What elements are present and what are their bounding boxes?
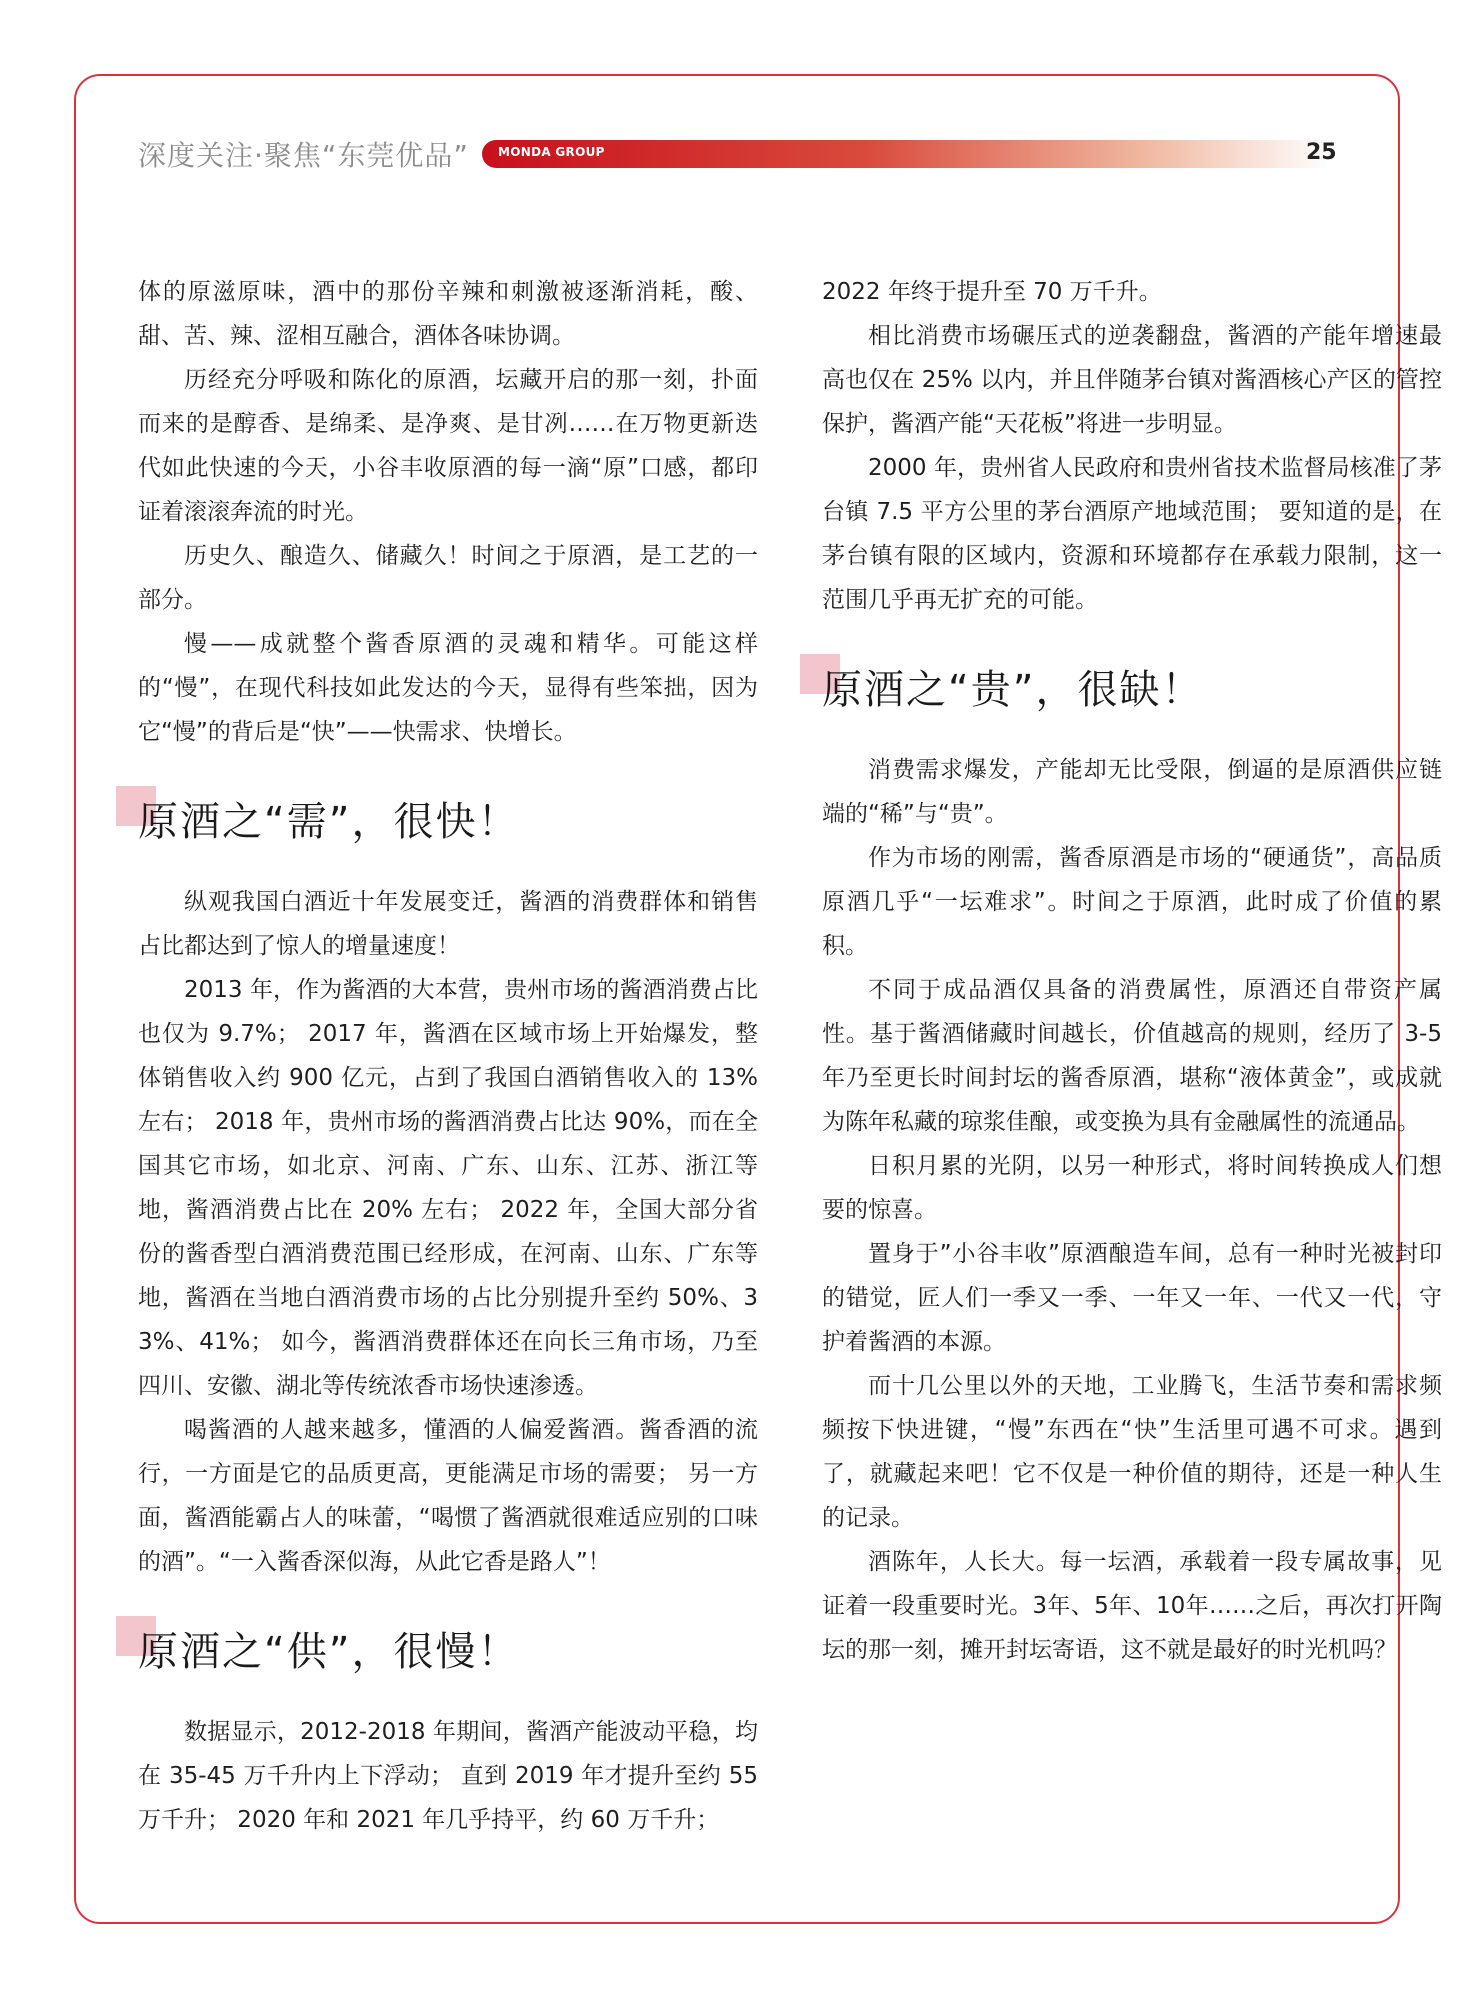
paragraph: 置身于”小谷丰收”原酒酿造车间，总有一种时光被封印的错觉，匠人们一季又一季、一年又一年、一代又一代，守护着酱酒的本源。 bbox=[822, 1241, 1442, 1355]
paragraph: 历经充分呼吸和陈化的原酒，坛藏开启的那一刻，扑面而来的是醇香、是绵柔、是净爽、是甘冽……在万物更新迭代如此快速的今天，小谷丰收原酒的每一滴“原”口感，都印证着滚滚奔流的时光。 bbox=[138, 367, 758, 525]
paragraph: 而十几公里以外的天地，工业腾飞，生活节奏和需求频频按下快进键，“慢”东西在“快”生活里可遇不可求。遇到了，就藏起来吧！它不仅是一种价值的期待，还是一种人生的记录。 bbox=[822, 1373, 1442, 1531]
paragraph: 2022 年终于提升至 70 万千升。 bbox=[822, 279, 1162, 305]
paragraph: 体的原滋原味，酒中的那份辛辣和刺激被逐渐消耗，酸、甜、苦、辣、涩相互融合，酒体各味协调。 bbox=[138, 279, 758, 349]
paragraph: 数据显示，2012-2018 年期间，酱酒产能波动平稳，均在 35-45 万千升内上下浮动； 直到 2019 年才提升至约 55 万千升； 2020 年和 2021 年几乎持平，约 60 万千升； bbox=[138, 1719, 758, 1833]
section-heading bbox=[138, 1620, 758, 1684]
heading-text: 原酒之“贵”，很缺！ bbox=[822, 667, 1204, 713]
paragraph: 纵观我国白酒近十年发展变迁，酱酒的消费群体和销售占比都达到了惊人的增量速度！ bbox=[138, 889, 758, 959]
section-heading bbox=[138, 790, 758, 854]
paragraph: 作为市场的刚需，酱香原酒是市场的“硬通货”，高品质原酒几乎“一坛难求”。时间之于原酒，此时成了价值的累积。 bbox=[822, 845, 1442, 959]
paragraph: 2000 年，贵州省人民政府和贵州省技术监督局核准了茅台镇 7.5 平方公里的茅台酒原产地域范围； 要知道的是，在茅台镇有限的区域内，资源和环境都存在承载力限制，这一范围几乎再无扩充的可能。 bbox=[822, 455, 1442, 613]
paragraph: 不同于成品酒仅具备的消费属性，原酒还自带资产属性。基于酱酒储藏时间越长，价值越高的规则，经历了 3-5 年乃至更长时间封坛的酱香原酒，堪称“液体黄金”，或成就为陈年私藏的琼浆佳酿，或变换为具有金融属性的流通品。 bbox=[822, 977, 1442, 1135]
section-heading bbox=[822, 658, 1442, 722]
header-gradient-bar bbox=[482, 140, 1332, 168]
brand-label: MONDA GROUP bbox=[498, 145, 605, 159]
paragraph: 日积月累的光阴，以另一种形式，将时间转换成人们想要的惊喜。 bbox=[822, 1153, 1442, 1223]
paragraph: 酒陈年，人长大。每一坛酒，承载着一段专属故事，见证着一段重要时光。3年、5年、10年……之后，再次打开陶坛的那一刻，摊开封坛寄语，这不就是最好的时光机吗？ bbox=[822, 1549, 1442, 1663]
paragraph: 2013 年，作为酱酒的大本营，贵州市场的酱酒消费占比也仅为 9.7%； 2017 年，酱酒在区域市场上开始爆发，整体销售收入约 900 亿元，占到了我国白酒销售收入的 13% 左右； 2018 年，贵州市场的酱酒消费占比达 90%，而在全国其它市场，如北京、河南、广东、山东、江苏、浙江等地，酱酒消费占比在 20% 左右； 2022 年，全国大部分省份的酱香型白酒消费范围已经形成，在河南、山东、广东等地，酱酒在当地白酒消费市场的占比分别提升至约 50%、33%、41%； 如今，酱酒消费群体还在向长三角市场，乃至四川、安徽、湖北等传统浓香市场快速渗透。 bbox=[138, 977, 758, 1399]
heading-text: 原酒之“供”，很慢！ bbox=[138, 1629, 520, 1675]
paragraph: 历史久、酿造久、储藏久！时间之于原酒，是工艺的一部分。 bbox=[138, 543, 758, 613]
left-column bbox=[138, 270, 758, 1842]
paragraph: 喝酱酒的人越来越多，懂酒的人偏爱酱酒。酱香酒的流行，一方面是它的品质更高，更能满足市场的需要； 另一方面，酱酒能霸占人的味蕾，“喝惯了酱酒就很难适应别的口味的酒”。“一入酱香深似海，从此它香是路人”！ bbox=[138, 1417, 758, 1575]
heading-text: 原酒之“需”，很快！ bbox=[138, 799, 520, 845]
paragraph: 慢——成就整个酱香原酒的灵魂和精华。可能这样的“慢”，在现代科技如此发达的今天，显得有些笨拙，因为它“慢”的背后是“快”——快需求、快增长。 bbox=[138, 631, 758, 745]
section-title: 深度关注·聚焦“东莞优品” bbox=[138, 139, 469, 172]
paragraph: 消费需求爆发，产能却无比受限，倒逼的是原酒供应链端的“稀”与“贵”。 bbox=[822, 757, 1442, 827]
right-column bbox=[822, 270, 1442, 1672]
page-header bbox=[138, 128, 1337, 176]
page-number: 25 bbox=[1306, 140, 1337, 165]
paragraph: 相比消费市场碾压式的逆袭翻盘，酱酒的产能年增速最高也仅在 25% 以内，并且伴随茅台镇对酱酒核心产区的管控保护，酱酒产能“天花板”将进一步明显。 bbox=[822, 323, 1442, 437]
